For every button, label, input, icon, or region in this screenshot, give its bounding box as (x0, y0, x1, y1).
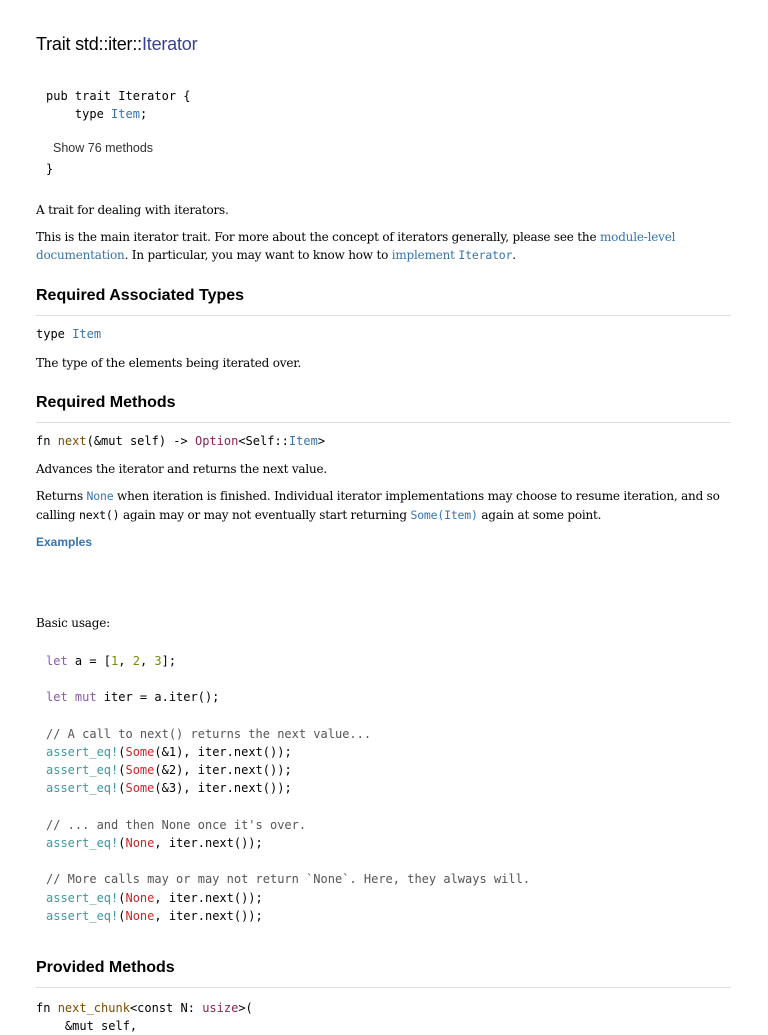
code-some: Some (125, 745, 155, 760)
module-doc-link[interactable]: module-level documentation (36, 230, 676, 262)
code-iter-next: , iter.next()); (183, 745, 292, 760)
implement-iterator-link[interactable] (392, 248, 512, 262)
signature-end: > (317, 434, 326, 448)
code-a-eq: a = [ (67, 654, 112, 668)
next-method-name-link[interactable]: next (57, 434, 87, 448)
next-chunk-self-arg: &mut self, (64, 1019, 138, 1033)
section-required-associated-types[interactable]: Required Associated Types (36, 287, 731, 316)
title-prefix: Trait std::iter:: (36, 34, 142, 54)
decl-type-keyword: type (74, 107, 104, 122)
code-iter-next: , iter.next()); (183, 781, 292, 796)
assoc-type-keyword: type (36, 327, 65, 341)
show-methods-toggle[interactable]: Show 76 methods (53, 141, 154, 155)
example-code-block (46, 652, 530, 925)
section-required-methods[interactable]: Required Methods (36, 394, 731, 423)
next-method-description-1: Advances the iterator and returns the next value. (36, 462, 328, 476)
section-provided-methods[interactable]: Provided Methods (36, 959, 731, 988)
code-open: ( (118, 890, 126, 905)
code-ref-2: (&2) (154, 763, 184, 778)
code-some: Some (125, 781, 155, 796)
code-none: None (125, 836, 155, 851)
intro-paragraph-2 (36, 228, 736, 264)
code-comment-1: // A call to next() returns the next value... (46, 726, 372, 741)
assoc-type-name-link[interactable]: Item (72, 327, 102, 341)
examples-toggle[interactable]: Examples (36, 535, 93, 549)
code-assert-eq: assert_eq! (46, 745, 119, 760)
none-link[interactable]: None (86, 489, 114, 503)
code-sep: , (139, 654, 155, 668)
code-open: ( (118, 763, 126, 778)
code-assert-eq: assert_eq! (46, 763, 119, 778)
code-let: let (46, 654, 68, 668)
implement-link-text: implement (391, 248, 459, 262)
code-sep: , (118, 654, 133, 668)
intro-text-a: This is the main iterator trait. For more about the concept of iterators generally, please see the (36, 230, 600, 244)
code-open: ( (118, 745, 126, 760)
code-comment-3: // More calls may or may not return `None`. Here, they always will. (46, 872, 531, 887)
implement-link-code: Iterator (458, 248, 513, 262)
code-iter-next: , iter.next()); (154, 836, 263, 851)
next-chunk-signature (36, 999, 253, 1035)
next-chunk-sig-end: >( (238, 1001, 253, 1015)
intro-text-c: . (512, 248, 516, 262)
code-open: ( (118, 908, 126, 923)
assoc-type-signature (36, 327, 101, 341)
code-iter-next: , iter.next()); (154, 890, 263, 905)
decl-item-type-link[interactable]: Item (111, 107, 140, 122)
code-iter-next: , iter.next()); (183, 763, 292, 778)
assoc-type-description: The type of the elements being iterated over. (36, 356, 302, 370)
code-assert-eq: assert_eq! (46, 890, 119, 905)
some-item-link[interactable]: Some(Item) (410, 508, 478, 522)
decl-semicolon: ; (139, 107, 148, 122)
code-num-1: 1 (111, 654, 119, 668)
option-type-link[interactable]: Option (194, 434, 239, 448)
basic-usage-label: Basic usage: (36, 616, 110, 630)
fn-keyword: fn (36, 1001, 51, 1015)
code-assert-eq: assert_eq! (46, 908, 119, 923)
decl-closing-brace: } (46, 162, 54, 176)
decl-keyword: pub trait (46, 89, 112, 103)
title-trait-name[interactable]: Iterator (141, 34, 198, 54)
page-title (36, 34, 197, 55)
decl-trait-name: Iterator (118, 89, 177, 103)
code-num-3: 3 (154, 654, 162, 668)
code-assert-eq: assert_eq! (46, 781, 119, 796)
code-none: None (125, 890, 155, 905)
desc2-text-b: when iteration is finished. Individual iterator implementations may choose to resume iteration, and so calling (36, 489, 720, 522)
code-iter-decl: iter = a.iter(); (96, 690, 220, 705)
desc2-text-d: again at some point. (477, 508, 602, 522)
code-iter-next: , iter.next()); (154, 908, 263, 923)
code-comment-2: // ... and then None once it's over. (46, 817, 307, 832)
decl-open-brace: { (183, 89, 191, 103)
code-open: ( (118, 836, 126, 851)
fn-keyword: fn (36, 434, 51, 448)
code-none: None (125, 908, 155, 923)
next-method-signature (36, 434, 325, 448)
code-assert-eq: assert_eq! (46, 836, 119, 851)
usize-type-link[interactable]: usize (202, 1001, 239, 1015)
desc2-text-c: again may or may not eventually start returning (119, 508, 411, 522)
intro-text-b: . In particular, you may want to know how to (124, 248, 392, 262)
self-path: <Self:: (238, 434, 289, 448)
next-call-code: next() (79, 508, 120, 522)
item-type-link[interactable]: Item (288, 434, 318, 448)
trait-declaration (46, 87, 191, 123)
code-ref-1: (&1) (154, 745, 184, 760)
code-ref-3: (&3) (154, 781, 184, 796)
next-chunk-method-link[interactable]: next_chunk (57, 1001, 130, 1015)
next-method-description-2 (36, 487, 736, 525)
desc2-text-a: Returns (36, 489, 87, 503)
code-some: Some (125, 763, 155, 778)
code-num-2: 2 (132, 654, 140, 668)
next-method-args: (&mut self) -> (86, 434, 195, 448)
code-let-mut: let mut (46, 690, 97, 705)
code-open: ( (118, 781, 126, 796)
code-arr-end: ]; (161, 654, 177, 668)
next-chunk-generic: <const N: (129, 1001, 203, 1015)
intro-paragraph-1: A trait for dealing with iterators. (36, 203, 229, 217)
